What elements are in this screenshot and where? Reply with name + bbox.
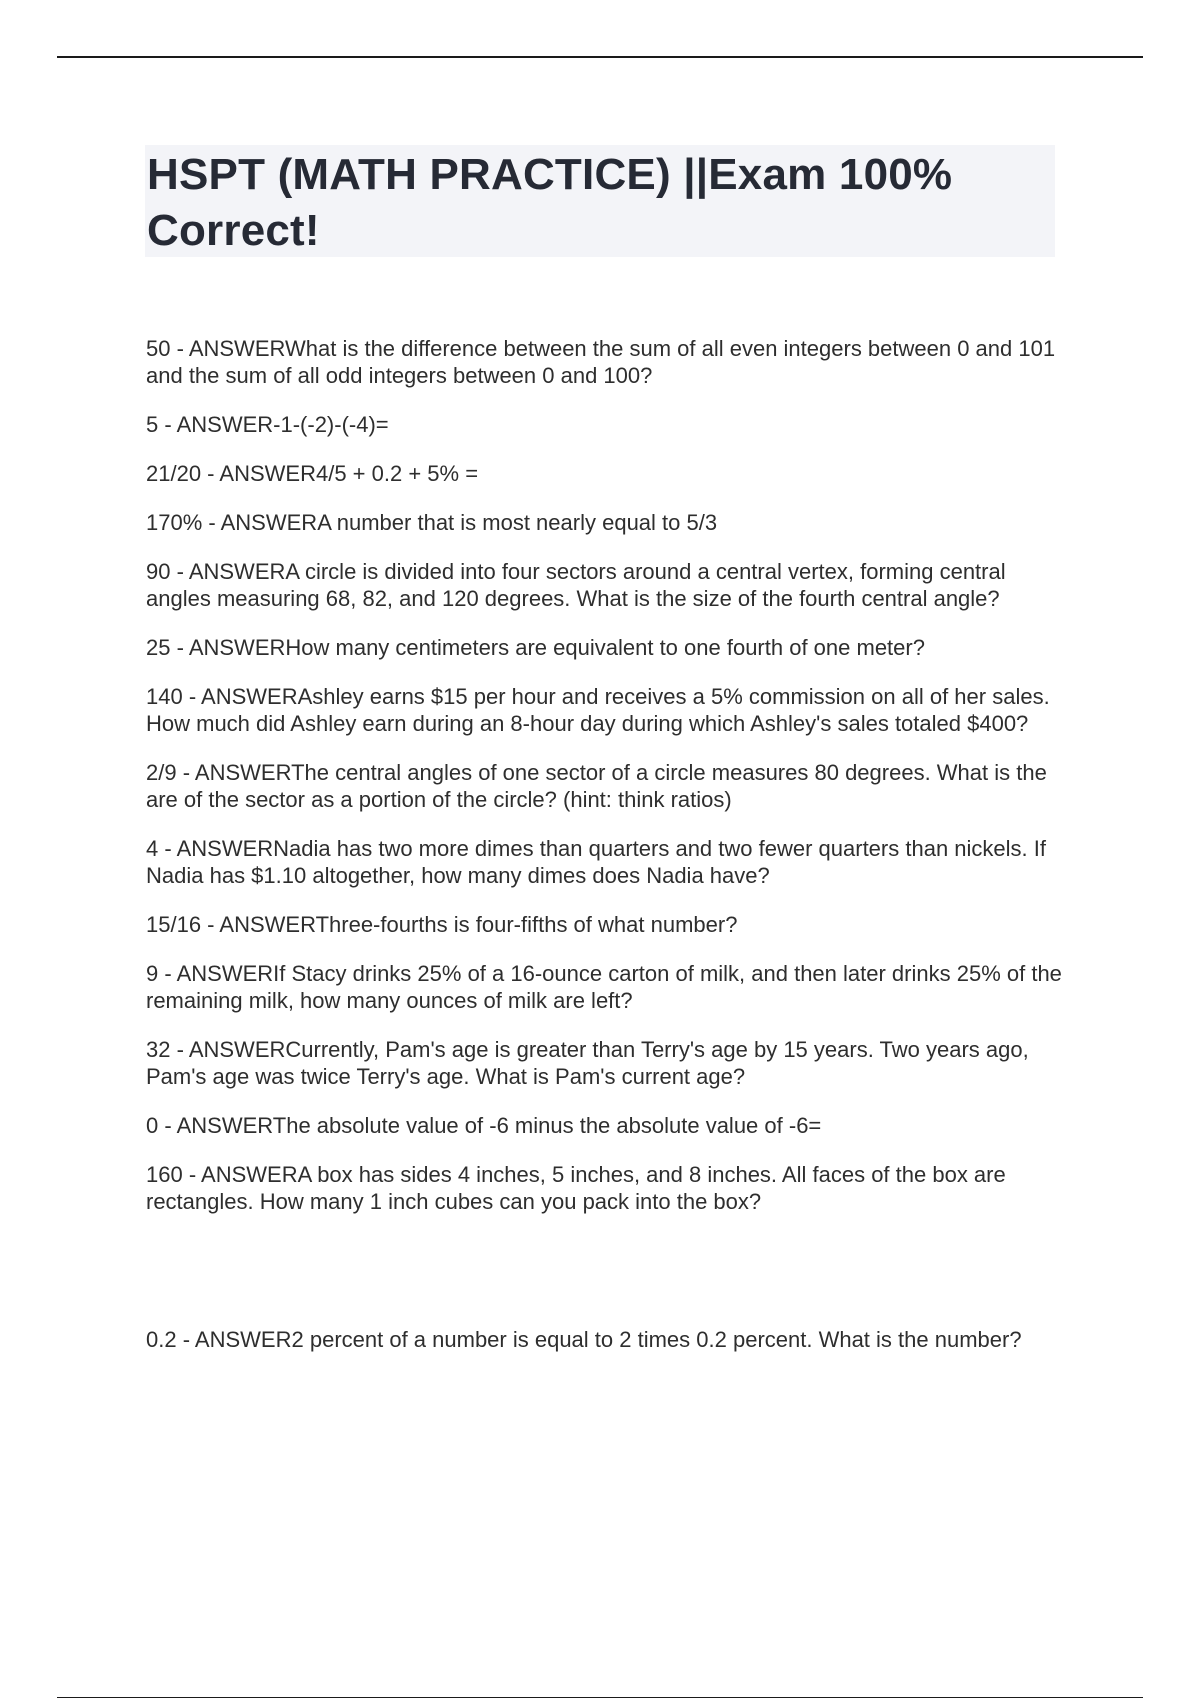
answer-text: 160	[146, 1162, 183, 1187]
answer-text: 0	[146, 1113, 159, 1138]
answer-separator: - ANSWER	[202, 510, 318, 535]
answer-separator: - ANSWER	[201, 912, 316, 937]
qa-item	[146, 960, 1066, 1014]
answer-text: 32	[146, 1037, 171, 1062]
answer-text: 4	[146, 836, 159, 861]
qa-item	[146, 335, 1066, 389]
answer-text: 5	[146, 412, 159, 437]
answer-separator: - ANSWER	[158, 1113, 273, 1138]
question-text: A number that is most nearly equal to 5/3	[317, 510, 718, 535]
answer-separator: - ANSWER	[170, 559, 286, 584]
question-text: 2 percent of a number is equal to 2 times 0.2 percent. What is the number?	[291, 1327, 1022, 1352]
question-text: Ashley earns $15 per hour and receives a 5% commission on all of her sales. How much did Ashley earn during an 8-hour day during which Ashley's sales totaled $400?	[146, 684, 1050, 736]
qa-item	[146, 759, 1066, 813]
qa-item	[146, 1112, 1066, 1139]
question-text: If Stacy drinks 25% of a 16-ounce carton of milk, and then later drinks 25% of the remaining milk, how many ounces of milk are left?	[146, 961, 1062, 1013]
answer-separator: - ANSWER	[158, 412, 274, 437]
answer-separator: - ANSWER	[176, 760, 292, 785]
qa-item	[146, 1036, 1066, 1090]
top-rule	[57, 56, 1143, 58]
title-box	[145, 145, 1055, 257]
answer-text: 21/20	[146, 461, 202, 486]
qa-item	[146, 1326, 1066, 1353]
question-text: The absolute value of -6 minus the absolute value of -6=	[272, 1113, 822, 1138]
answer-separator: - ANSWER	[158, 961, 274, 986]
question-text: A box has sides 4 inches, 5 inches, and 8 inches. All faces of the box are rectangles. How many 1 inch cubes can you pack into the box?	[146, 1162, 1006, 1214]
qa-item	[146, 1161, 1066, 1215]
question-text: 4/5 + 0.2 + 5% =	[315, 461, 479, 486]
answer-separator: - ANSWER	[170, 1037, 286, 1062]
qa-item	[146, 683, 1066, 737]
bottom-rule	[57, 1697, 1143, 1698]
answer-text: 50	[146, 336, 171, 361]
qa-item	[146, 634, 1066, 661]
answer-text: 0.2	[146, 1327, 177, 1352]
answer-text: 140	[146, 684, 183, 709]
question-text: What is the difference between the sum of all even integers between 0 and 101 and the sum of all odd integers between 0 and 100?	[146, 336, 1056, 388]
qa-item	[146, 411, 1066, 438]
answer-separator: - ANSWER	[170, 635, 286, 660]
answer-separator: - ANSWER	[182, 684, 298, 709]
question-text: Currently, Pam's age is greater than Terry's age by 15 years. Two years ago, Pam's age was twice Terry's age. What is Pam's current age?	[146, 1037, 1029, 1089]
answer-text: 170%	[146, 510, 203, 535]
qa-item	[146, 835, 1066, 889]
qa-item	[146, 558, 1066, 612]
answer-text: 15/16	[146, 912, 202, 937]
answer-separator: - ANSWER	[201, 461, 316, 486]
question-text: Nadia has two more dimes than quarters and two fewer quarters than nickels. If Nadia has $1.10 altogether, how many dimes does Nadia have?	[146, 836, 1046, 888]
question-text: Three-fourths is four-fifths of what number?	[315, 912, 738, 937]
question-text: -1-(-2)-(-4)=	[273, 412, 389, 437]
answer-separator: - ANSWER	[176, 1327, 292, 1352]
qa-item	[146, 460, 1066, 487]
question-text: The central angles of one sector of a circle measures 80 degrees. What is the are of the sector as a portion of the circle? (hint: think ratios)	[146, 760, 1047, 812]
document-title: HSPT (MATH PRACTICE) ||Exam 100% Correct!	[147, 150, 953, 255]
answer-text: 2/9	[146, 760, 177, 785]
answer-text: 9	[146, 961, 159, 986]
answer-separator: - ANSWER	[182, 1162, 298, 1187]
question-text: A circle is divided into four sectors around a central vertex, forming central angles measuring 68, 82, and 120 degrees. What is the size of the fourth central angle?	[146, 559, 1006, 611]
qa-item	[146, 509, 1066, 536]
qa-list	[146, 313, 1066, 1353]
answer-text: 25	[146, 635, 171, 660]
qa-item	[146, 911, 1066, 938]
question-text: How many centimeters are equivalent to one fourth of one meter?	[285, 635, 925, 660]
answer-separator: - ANSWER	[158, 836, 274, 861]
answer-text: 90	[146, 559, 171, 584]
answer-separator: - ANSWER	[170, 336, 285, 361]
